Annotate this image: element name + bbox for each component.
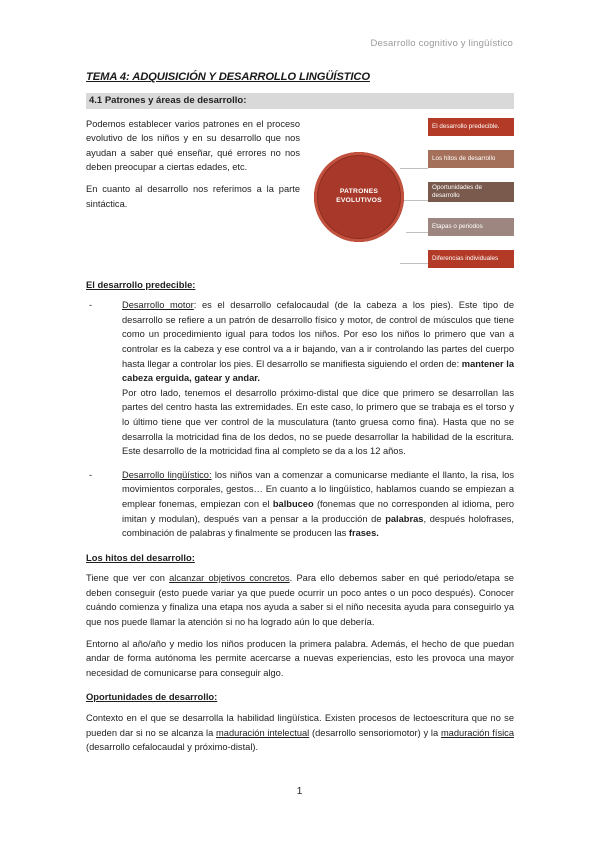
intro-paragraph-2: En cuanto al desarrollo nos referimos a la parte sintáctica. <box>86 183 300 209</box>
running-header: Desarrollo cognitivo y lingüístico <box>370 38 513 49</box>
hitos-text: Tiene que ver con <box>86 573 170 584</box>
motor-paragraph-2: Por otro lado, tenemos el desarrollo próximo-distal que dice que primero se desarrollan las partes del centro hasta las extremidades. En este caso, lo primero que se trabaja es el torso y lo último tiene que ver control de la musculatura (tanto gruesa como fina). Hasta que no se desarrolla la motricidad fina de los dedos, no se puede desarrollar la habilidad de la escritura. Este desarrollo de la motricidad fina al completo se da a los 12 años. <box>122 387 514 457</box>
hitos-heading: Los hitos del desarrollo: <box>86 551 195 563</box>
oportunidades-paragraph <box>86 711 514 755</box>
motor-paragraph-1 <box>122 298 514 386</box>
predecible-heading: El desarrollo predecible: <box>86 278 196 290</box>
linguistico-paragraph <box>122 468 514 541</box>
linguistico-text: los niños van a comenzar a comunicarse mediante el llanto, la risa, los movimientos corporales, gestos… En cuanto a lo lingüístico, hablamos cuando se empiezan a emplear fonemas, empiezan con el <box>122 469 515 509</box>
oportunidades-heading: Oportunidades de desarrollo: <box>86 691 218 703</box>
bullet-text <box>122 468 514 541</box>
oportunidades-text: Contexto en el que se desarrolla la habilidad lingüística. Existen procesos de lectoescritura que no se pueden dar si no se alcanza la <box>86 713 514 738</box>
diagram-connector <box>406 232 428 233</box>
section-heading: 4.1 Patrones y áreas de desarrollo: <box>86 93 514 109</box>
diagram-connector <box>400 168 428 169</box>
oportunidades-text: (desarrollo sensoriomotor) y la <box>309 727 441 738</box>
bullet-desarrollo-motor <box>86 298 514 459</box>
linguistico-text: (fonemas que no corresponden al idioma, pero imitan y modulan), después van a pensar a la producción de <box>122 498 514 524</box>
hitos-text: . Para ello debemos saber en qué periodo/etapa se deben conseguir (esto puede variar ya que puede ocurrir un poco antes o un poco después). Conocer cuándo comienza y finaliza una etapa nos ayuda a saber si el niño necesita ayuda para conseguirlo ya que nos puede llamar la atención si no ha logrado aún lo que debería. <box>86 573 514 628</box>
diagram-center-circle <box>314 152 404 242</box>
page-number: 1 <box>296 786 303 797</box>
linguistico-bold-text: palabras <box>385 513 424 524</box>
document-title: TEMA 4: ADQUISICIÓN Y DESARROLLO LINGÜÍSTICO <box>86 71 371 83</box>
diagram-connector <box>400 263 428 264</box>
hitos-underlined-text: alcanzar objetivos concretos <box>169 573 290 584</box>
patterns-diagram <box>314 116 514 274</box>
linguistico-bold-text: frases. <box>348 528 379 539</box>
diagram-box-diferencias: Diferencias individuales <box>428 250 514 268</box>
intro-block <box>86 117 514 274</box>
motor-term: Desarrollo motor <box>122 300 194 311</box>
diagram-center-label: PATRONES EVOLUTIVOS <box>336 188 382 204</box>
diagram-box-predecible: El desarrollo predecible. <box>428 118 514 136</box>
diagram-connector <box>404 200 428 201</box>
intro-paragraph-1: Podemos establecer varios patrones en el proceso evolutivo de los niños y en su desarrollo que nos ayudan a saber qué enseñar, qué errores no nos deben preocupar a ciertas edades, etc. <box>86 118 300 173</box>
diagram-box-etapas: Etapas o periodos <box>428 218 514 236</box>
linguistico-term: Desarrollo lingüístico: <box>122 469 212 480</box>
diagram-box-hitos: Los hitos de desarrollo <box>428 150 514 168</box>
hitos-paragraph-1 <box>86 571 514 629</box>
motor-text: : es el desarrollo cefalocaudal (de la cabeza a los pies). Este tipo de desarrollo se refiere a un patrón de desarrollo físico y motor, de control de músculos que tiene como un procedimiento igual para todos los niños. Por eso los niños lo primero que van a controlar es la cabeza y ese control va a ir bajando, van a ir controlando las partes del cuerpo hasta llegar a controlar los pies. El desarrollo se manifiesta siguiendo el orden de: <box>122 300 514 369</box>
oportunidades-text: (desarrollo cefalocaudal y próximo-distal). <box>86 742 259 753</box>
bullet-dash: - <box>89 300 93 311</box>
oportunidades-underlined-text: maduración física <box>440 727 514 738</box>
intro-text <box>86 117 300 274</box>
linguistico-bold-text: balbuceo <box>272 498 314 509</box>
oportunidades-underlined-text: maduración intelectual <box>216 727 310 738</box>
page-content <box>86 70 514 762</box>
motor-bold-text: mantener la cabeza erguida, gatear y andar. <box>122 358 515 384</box>
hitos-paragraph-2: Entorno al año/año y medio los niños producen la primera palabra. Además, el hecho de que puedan andar de forma autónoma les permite acercarse a nuevas experiencias, esto les provoca una mayor necesidad de comunicarse para conseguir algo. <box>86 638 514 678</box>
diagram-box-oportunidades: Oportunidades de desarrollo <box>428 182 514 202</box>
bullet-dash: - <box>89 469 93 480</box>
linguistico-text: , después holofrases, combinación de palabras y finalmente se producen las <box>122 513 514 539</box>
bullet-text <box>122 298 514 459</box>
bullet-desarrollo-linguistico <box>86 468 514 541</box>
